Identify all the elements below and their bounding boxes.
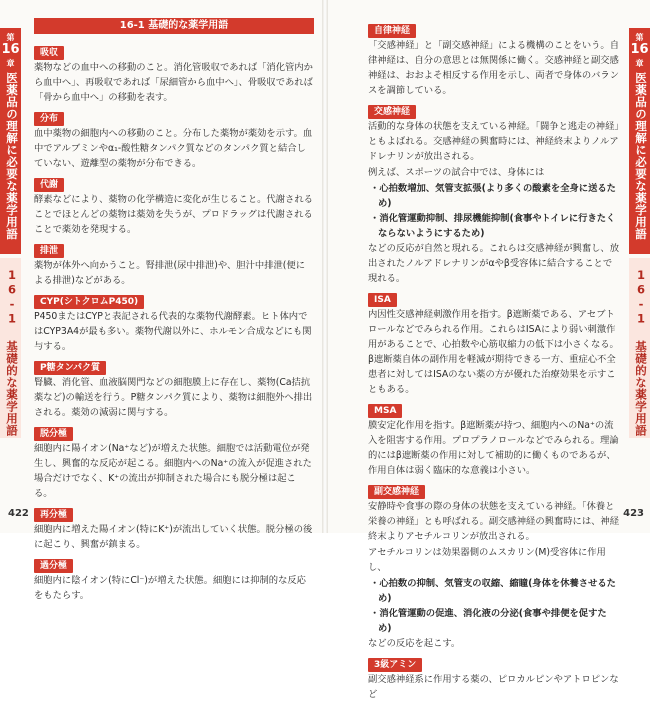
left-content xyxy=(34,0,314,604)
section-tab-right xyxy=(629,258,650,438)
term-definition: 細胞内に増えた陽イオン(特にK⁺)が流出していく状態。脱分極の後に起こり、興奮が鎮まる。 xyxy=(34,524,313,550)
term-entry xyxy=(368,398,620,478)
term-label: 副交感神経 xyxy=(368,485,425,499)
term-label: 再分極 xyxy=(34,508,73,522)
term-label: ISA xyxy=(368,293,397,307)
right-page xyxy=(328,0,650,700)
term-label: CYP(シトクロムP450) xyxy=(34,295,144,309)
chapter-title-right: 医薬品の理解に必要な薬学用語 xyxy=(634,72,648,240)
right-content xyxy=(368,18,620,703)
bullet-item: ・ 消化管運動の促進、消化液の分泌(食事や排便を促すため) xyxy=(368,606,620,636)
page-number: 422 xyxy=(8,508,29,519)
term-entry xyxy=(34,172,314,237)
term-label: MSA xyxy=(368,404,402,418)
section-tab-label: 16-1 基礎的な薬学用語 xyxy=(5,268,19,437)
term-entry xyxy=(34,106,314,171)
term-definition: 膜安定化作用を指す。β遮断薬が持つ、細胞内へのNa⁺の流入を阻害する作用。プロプラノロールなどでみられる。理論的にはβ遮断薬の作用に対して補助的に働くものであるが、作用自体は弱く臨床的な意義は小さい。 xyxy=(368,420,619,476)
chapter-prefix: 第 xyxy=(6,33,15,42)
term-definition: などの反応を起こす。 xyxy=(368,638,461,649)
term-definition: P450またはCYPと表記される代表的な薬物代謝酵素。ヒト体内ではCYP3A4が最も多い。薬物代謝以外に、ホルモン合成などにも関与する。 xyxy=(34,311,312,352)
term-definition: 細胞内に陰イオン(特にCl⁻)が増えた状態。細胞には抑制的な反応をもたらす。 xyxy=(34,575,306,601)
term-definition: 副交感神経系に作用する薬の、ピロカルピンやアトロピンなど xyxy=(368,674,619,700)
term-definition: 薬物が体外へ向かうこと。腎排泄(尿中排泄)や、胆汁中排泄(便による排泄)などがある。 xyxy=(34,260,306,286)
page-number-right: 423 xyxy=(623,508,644,519)
chapter-number-right: 16 xyxy=(630,42,649,57)
term-label: 代謝 xyxy=(34,178,64,192)
left-term-list xyxy=(34,40,314,603)
bullet-item: ・ 心拍数増加、気管支拡張(より多くの酸素を全身に送るため) xyxy=(368,181,620,211)
term-label: 排泄 xyxy=(34,244,64,258)
term-label: P糖タンパク質 xyxy=(34,361,106,375)
term-definition: 活動的な身体の状態を支えている神経。「闘争と逃走の神経」ともよばれる。交感神経の興奮時には、神経終末よりノルアドレナリンが放出される。 xyxy=(368,121,620,162)
term-definition: 安静時や食事の際の身体の状態を支えている神経。「休養と栄養の神経」とも呼ばれる。副交感神経の興奮時には、神経終末よりアセチルコリンが放出される。 xyxy=(368,501,620,542)
left-page xyxy=(0,0,322,601)
chapter-title: 医薬品の理解に必要な薬学用語 xyxy=(5,72,19,240)
term-definition: 細胞内に陽イオン(Na⁺など)が増えた状態。細胞では活動電位が発生し、興奮的な反応が起こる。細胞内へのNa⁺の流入が促進された場合だけでなく、K⁺の流出が抑制された場合にも脱分極は起こる。 xyxy=(34,443,312,499)
term-label: 吸収 xyxy=(34,46,64,60)
chapter-number: 16 xyxy=(1,42,20,57)
term-definition: 「交感神経」と「副交感神経」による機構のことをいう。自律神経は、自分の意思とは無関係に働く。交感神経と副交感神経は、おおよそ相反する作用を示し、両者で身体のバランスを調節している。 xyxy=(368,40,620,96)
chapter-tab-right xyxy=(629,28,650,254)
term-entry xyxy=(368,99,620,286)
term-entry xyxy=(34,40,314,105)
term-definition: 例えば、スポーツの試合中では、身体には xyxy=(368,167,545,178)
chapter-suffix: 章 xyxy=(6,59,15,68)
term-entry xyxy=(34,553,314,603)
term-entry xyxy=(34,502,314,552)
section-tab xyxy=(0,258,21,438)
term-definition: 酵素などにより、薬物の化学構造に変化が生じること。代謝されることでほとんどの薬物は薬効を失うが、プロドラッグは代謝されることで薬効を発現する。 xyxy=(34,194,313,235)
chapter-tab xyxy=(0,28,21,254)
section-header: 16-1 基礎的な薬学用語 xyxy=(34,18,314,34)
chapter-prefix-right: 第 xyxy=(635,33,644,42)
term-label: 3級アミン xyxy=(368,658,422,672)
term-definition: アセチルコリンは効果器側のムスカリン(M)受容体に作用し、 xyxy=(368,547,606,573)
right-term-list xyxy=(368,18,620,702)
section-tab-label-right: 16-1 基礎的な薬学用語 xyxy=(634,268,648,437)
term-definition: 腎臓、消化管、血液脳関門などの細胞膜上に存在し、薬物(Ca拮抗薬など)の輸送を行う。P糖タンパク質により、薬物は細胞外へ排出される。薬効の減弱に関与する。 xyxy=(34,377,313,418)
term-definition: 内因性交感神経刺激作用を指す。β遮断薬である、アセブトロールなどでみられる作用。これらはISAにより弱い刺激作用があることで、心拍数や心筋収縮力の低下は小さくなる。β遮断薬自体の副作用を軽減が期待できる一方、重症心不全患者に対してはISAのない薬の方が優れた治療効果を示すこともある。 xyxy=(368,309,619,395)
term-definition: などの反応が自然と現れる。これらは交感神経が興奮し、放出されたノルアドレナリンがαやβ受容体に結合することで現れる。 xyxy=(368,243,620,284)
bullet-item: ・ 心拍数の抑制、気管支の収縮、縮瞳(身体を休養させるため) xyxy=(368,576,620,606)
term-definition: 血中薬物の細胞内への移動のこと。分布した薬物が薬効を示す。血中でアルブミンやα₁-酸性糖タンパク質などのタンパク質と結合していない、遊離型の薬物が分布できる。 xyxy=(34,128,313,169)
term-entry xyxy=(34,238,314,288)
term-entry xyxy=(34,355,314,420)
term-label: 交感神経 xyxy=(368,105,416,119)
term-label: 脱分極 xyxy=(34,427,73,441)
term-label: 過分極 xyxy=(34,559,73,573)
term-entry xyxy=(368,18,620,98)
chapter-suffix-right: 章 xyxy=(635,59,644,68)
term-definition: 薬物などの血中への移動のこと。消化管吸収であれば「消化管内から血中へ」、再吸収であれば「尿細管から血中へ」、骨吸収であれば「骨から血中へ」の移動を表す。 xyxy=(34,62,313,103)
term-label: 自律神経 xyxy=(368,24,416,38)
term-entry xyxy=(368,479,620,651)
term-entry xyxy=(34,289,314,354)
term-label: 分布 xyxy=(34,112,64,126)
term-entry xyxy=(368,287,620,397)
bullet-item: ・ 消化管運動抑制、排尿機能抑制(食事やトイレに行きたくならないようにするため) xyxy=(368,211,620,241)
term-entry xyxy=(368,652,620,702)
term-entry xyxy=(34,421,314,501)
